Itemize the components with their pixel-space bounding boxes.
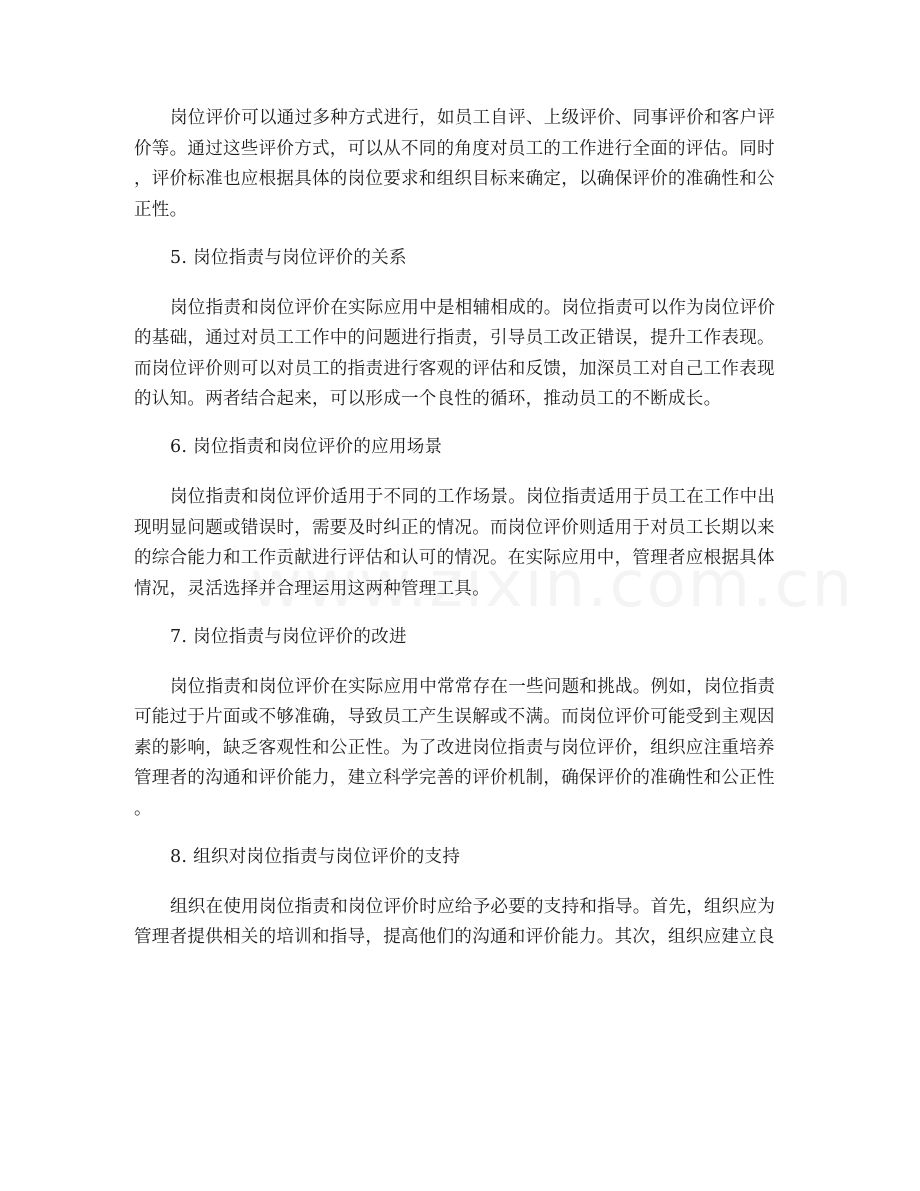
section-heading: 7. 岗位指责与岗位评价的改进 [170, 626, 407, 647]
paragraph-line: 岗位指责和岗位评价适用于不同的工作场景。岗位指责适用于员工在工作中出 [170, 487, 776, 507]
paragraph-line: ，评价标准也应根据具体的岗位要求和组织目标来确定，以确保评价的准确性和公 [134, 169, 775, 189]
paragraph-line: 。 [134, 798, 152, 819]
paragraph-line: 管理者提供相关的培训和指导，提高他们的沟通和评价能力。其次，组织应建立良 [134, 927, 775, 947]
paragraph-line: 的综合能力和工作贡献进行评估和认可的情况。在实际应用中，管理者应根据具体 [134, 548, 775, 568]
paragraph-line: 情况，灵活选择并合理运用这两种管理工具。 [134, 578, 490, 599]
paragraph-line: 价等。通过这些评价方式，可以从不同的角度对员工的工作进行全面的评估。同时 [134, 138, 775, 159]
paragraph-line: 的认知。两者结合起来，可以形成一个良性的循环，推动员工的不断成长。 [134, 389, 722, 409]
section-heading: 5. 岗位指责与岗位评价的关系 [170, 247, 407, 268]
section-heading: 6. 岗位指责和岗位评价的应用场景 [170, 437, 443, 457]
paragraph-line: 的基础，通过对员工工作中的问题进行指责，引导员工改正错误，提升工作表现。 [134, 328, 775, 348]
paragraph-line: 现明显问题或错误时，需要及时纠正的情况。而岗位评价则适用于对员工长期以来 [134, 517, 775, 538]
paragraph-line: 岗位指责和岗位评价在实际应用中常常存在一些问题和挑战。例如，岗位指责 [170, 676, 776, 697]
paragraph-line: 而岗位评价则可以对员工的指责进行客观的评估和反馈，加深员工对自己工作表现 [134, 358, 775, 379]
paragraph-line: 可能过于片面或不够准确，导致员工产生误解或不满。而岗位评价可能受到主观因 [134, 707, 775, 727]
paragraph-line: 正性。 [134, 199, 188, 220]
paragraph-line: 管理者的沟通和评价能力，建立科学完善的评价机制，确保评价的准确性和公正性 [134, 768, 775, 788]
paragraph-line: 素的影响，缺乏客观性和公正性。为了改进岗位指责与岗位评价，组织应注重培养 [134, 737, 775, 758]
paragraph-line: 组织在使用岗位指责和岗位评价时应给予必要的支持和指导。首先，组织应为 [170, 896, 776, 917]
paragraph-line: 岗位评价可以通过多种方式进行，如员工自评、上级评价、同事评价和客户评 [170, 108, 776, 128]
section-heading: 8. 组织对岗位指责与岗位评价的支持 [170, 846, 461, 867]
paragraph-line: 岗位指责和岗位评价在实际应用中是相辅相成的。岗位指责可以作为岗位评价 [170, 297, 776, 318]
